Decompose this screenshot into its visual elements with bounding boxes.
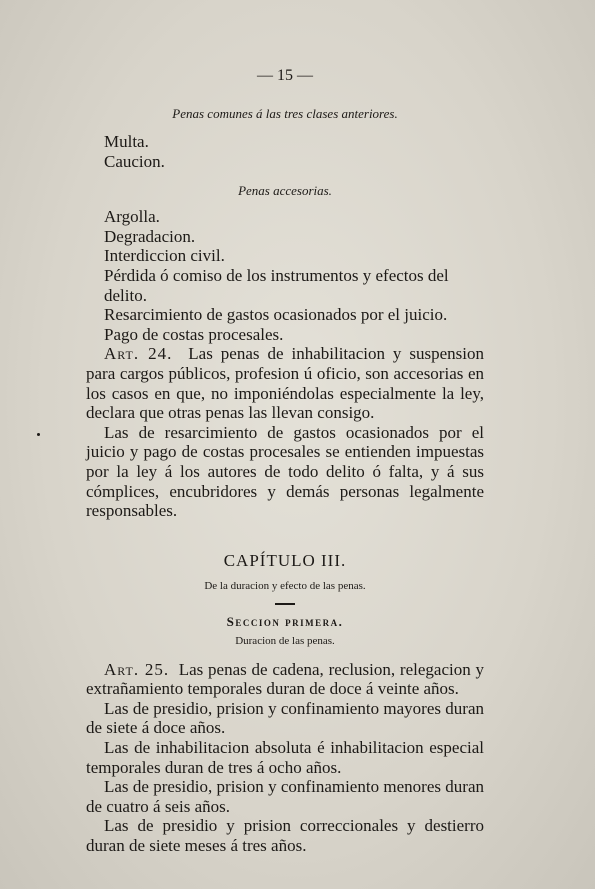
paragraph-inhabilitacion: Las de inhabilitacion absoluta é inhabilitacion especial temporales duran de tres á ocho años. (86, 738, 484, 777)
list-item: Multa. (104, 132, 149, 151)
chapter-title: CAPÍTULO III. (223, 550, 347, 570)
heading-accessory-penalties: Penas accesorias. (238, 183, 332, 199)
section-subtitle: Duracion de las penas. (235, 634, 335, 647)
article-text: Las penas de cadena, reclusion, relegacion y extrañamiento temporales duran de doce á veinte años. (86, 659, 484, 699)
article-25 (86, 660, 484, 699)
list-item: Degradacion. (104, 226, 196, 246)
page-content (86, 66, 484, 856)
list-item: Caucion. (104, 151, 165, 171)
article-text: Las penas de inhabilitacion y suspension para cargos públicos, profesion ú oficio, son accesorias en los casos en que, no imponiéndolas especialmente la ley, declara que otras penas las llevan consigo. (86, 344, 485, 423)
article-24 (86, 344, 484, 422)
margin-mark (37, 433, 40, 436)
list-item: Argolla. (104, 207, 160, 227)
list-item: Resarcimiento de gastos ocasionados por el juicio. (104, 305, 448, 325)
page-number: — 15 — (257, 67, 313, 84)
heading-common-penalties: Penas comunes á las tres clases anteriores. (172, 106, 398, 121)
section-title: Seccion primera. (226, 613, 344, 629)
list-item: Pago de costas procesales. (104, 324, 284, 344)
list-item: Pérdida ó comiso de los instrumentos y efectos del delito. (104, 265, 449, 305)
article-label: Art. 25. (104, 659, 170, 679)
paragraph-presidio-mayores: Las de presidio, prision y confinamiento mayores duran de siete á doce años. (86, 698, 484, 738)
list-item: Interdiccion civil. (104, 246, 225, 266)
article-label: Art. 24. (104, 344, 173, 364)
paragraph-resarcimiento: Las de resarcimiento de gastos ocasionados por el juicio y pago de costas procesales se entienden impuestas por la ley á los autores de todo delito ó falta, y á sus cómplices, encubridores y demás personas legalmente responsables. (86, 422, 484, 521)
chapter-subtitle: De la duracion y efecto de las penas. (204, 579, 366, 592)
paragraph-correccionales: Las de presidio y prision correccionales y destierro duran de siete meses á tres años. (86, 816, 484, 856)
paragraph-presidio-menores: Las de presidio, prision y confinamiento menores duran de cuatro á seis años. (86, 777, 484, 816)
divider (275, 603, 295, 605)
